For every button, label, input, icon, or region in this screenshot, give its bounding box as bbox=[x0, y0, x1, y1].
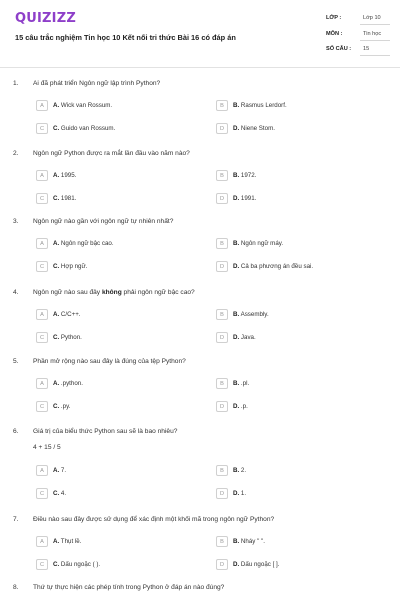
option-text: A. Thụt lề. bbox=[53, 538, 82, 545]
option-a[interactable] bbox=[36, 238, 186, 250]
option-text: B. Nháy " ". bbox=[233, 538, 265, 545]
option-letter-box[interactable]: D bbox=[216, 261, 228, 272]
option-text: B. Assembly. bbox=[233, 311, 269, 318]
option-text: D. Dấu ngoặc [ ]. bbox=[233, 561, 280, 568]
meta-label: LỚP : bbox=[326, 15, 342, 21]
meta-value: 15 bbox=[363, 46, 370, 52]
option-letter-box[interactable]: D bbox=[216, 559, 228, 570]
option-text: A. 7. bbox=[53, 467, 67, 474]
question-number: 7. bbox=[13, 516, 19, 523]
question-number: 2. bbox=[13, 150, 19, 157]
meta-underline bbox=[360, 24, 390, 25]
option-text: B. 2. bbox=[233, 467, 247, 474]
question-text: Phần mở rộng nào sau đây là đúng của tệp Python? bbox=[33, 358, 186, 365]
quizizz-logo: QUIZIZZ bbox=[15, 11, 76, 26]
option-text: D. Cả ba phương án đều sai. bbox=[233, 263, 314, 270]
option-text: A. .python. bbox=[53, 380, 83, 387]
header-divider bbox=[0, 67, 400, 68]
option-text: B. 1972. bbox=[233, 172, 257, 179]
option-text: D. 1991. bbox=[233, 195, 257, 202]
question-text: Giá trị của biểu thức Python sau sẽ là bao nhiêu? bbox=[33, 428, 178, 435]
option-letter-box[interactable]: B bbox=[216, 309, 228, 320]
question-text: Điều nào sau đây được sử dụng để xác định một khối mã trong ngôn ngữ Python? bbox=[33, 516, 275, 523]
option-d[interactable] bbox=[216, 193, 366, 205]
option-letter-box[interactable]: B bbox=[216, 238, 228, 249]
option-d[interactable] bbox=[216, 401, 366, 413]
option-b[interactable] bbox=[216, 170, 366, 182]
option-a[interactable] bbox=[36, 170, 186, 182]
question-text: Ngôn ngữ nào gần với ngôn ngữ tự nhiên nhất? bbox=[33, 218, 174, 225]
option-c[interactable] bbox=[36, 332, 186, 344]
option-letter-box[interactable]: A bbox=[36, 536, 48, 547]
option-a[interactable] bbox=[36, 309, 186, 321]
option-text: B. Ngôn ngữ máy. bbox=[233, 240, 284, 247]
option-b[interactable] bbox=[216, 536, 366, 548]
option-text: C. Python. bbox=[53, 334, 82, 341]
option-b[interactable] bbox=[216, 238, 366, 250]
question-number: 5. bbox=[13, 358, 19, 365]
option-c[interactable] bbox=[36, 401, 186, 413]
option-letter-box[interactable]: B bbox=[216, 170, 228, 181]
option-text: C. 4. bbox=[53, 490, 67, 497]
option-d[interactable] bbox=[216, 123, 366, 135]
option-text: B. .pl. bbox=[233, 380, 250, 387]
option-d[interactable] bbox=[216, 261, 366, 273]
option-letter-box[interactable]: C bbox=[36, 261, 48, 272]
option-text: C. 1981. bbox=[53, 195, 77, 202]
option-b[interactable] bbox=[216, 378, 366, 390]
option-letter-box[interactable]: C bbox=[36, 332, 48, 343]
option-d[interactable] bbox=[216, 332, 366, 344]
option-letter-box[interactable]: C bbox=[36, 401, 48, 412]
option-text: D. Niene Stom. bbox=[233, 125, 275, 132]
option-c[interactable] bbox=[36, 559, 186, 571]
option-a[interactable] bbox=[36, 378, 186, 390]
option-a[interactable] bbox=[36, 536, 186, 548]
page-title: 15 câu trắc nghiệm Tin học 10 Kết nối tri thức Bài 16 có đáp án bbox=[15, 33, 236, 42]
option-letter-box[interactable]: A bbox=[36, 309, 48, 320]
option-text: A. Ngôn ngữ bậc cao. bbox=[53, 240, 114, 247]
option-letter-box[interactable]: C bbox=[36, 193, 48, 204]
option-letter-box[interactable]: A bbox=[36, 100, 48, 111]
option-text: A. 1995. bbox=[53, 172, 77, 179]
option-letter-box[interactable]: B bbox=[216, 536, 228, 547]
option-letter-box[interactable]: B bbox=[216, 100, 228, 111]
option-c[interactable] bbox=[36, 193, 186, 205]
option-text: A. Wick van Rossum. bbox=[53, 102, 113, 109]
question-number: 8. bbox=[13, 584, 19, 591]
meta-underline bbox=[360, 40, 390, 41]
question-number: 3. bbox=[13, 218, 19, 225]
option-text: C. .py. bbox=[53, 403, 71, 410]
meta-label: MÔN : bbox=[326, 31, 343, 37]
option-c[interactable] bbox=[36, 123, 186, 135]
option-letter-box[interactable]: A bbox=[36, 238, 48, 249]
question-text: Ai đã phát triển Ngôn ngữ lập trình Python? bbox=[33, 80, 161, 87]
option-letter-box[interactable]: C bbox=[36, 488, 48, 499]
option-letter-box[interactable]: D bbox=[216, 401, 228, 412]
option-letter-box[interactable]: A bbox=[36, 170, 48, 181]
option-text: D. 1. bbox=[233, 490, 247, 497]
option-letter-box[interactable]: C bbox=[36, 123, 48, 134]
option-text: C. Hợp ngữ. bbox=[53, 263, 88, 270]
option-text: D. Java. bbox=[233, 334, 256, 341]
option-letter-box[interactable]: D bbox=[216, 488, 228, 499]
option-b[interactable] bbox=[216, 465, 366, 477]
option-text: C. Guido van Rossum. bbox=[53, 125, 116, 132]
option-b[interactable] bbox=[216, 100, 366, 112]
question-number: 1. bbox=[13, 80, 19, 87]
question-text: Ngôn ngữ nào sau đây không phải ngôn ngữ bậc cao? bbox=[33, 289, 195, 296]
option-letter-box[interactable]: D bbox=[216, 332, 228, 343]
option-c[interactable] bbox=[36, 488, 186, 500]
option-text: A. C/C++. bbox=[53, 311, 81, 318]
meta-value: Lớp 10 bbox=[363, 15, 381, 21]
question-number: 4. bbox=[13, 289, 19, 296]
option-b[interactable] bbox=[216, 309, 366, 321]
option-d[interactable] bbox=[216, 488, 366, 500]
question-number: 6. bbox=[13, 428, 19, 435]
meta-label: SỐ CÂU : bbox=[326, 46, 352, 52]
worksheet-header bbox=[0, 0, 400, 68]
question-expression: 4 + 15 / 5 bbox=[33, 444, 61, 451]
option-d[interactable] bbox=[216, 559, 366, 571]
meta-value: Tin học bbox=[363, 31, 382, 37]
question-text: Ngôn ngữ Python được ra mắt lần đầu vào năm nào? bbox=[33, 150, 190, 157]
question-text: Thứ tự thực hiện các phép tính trong Python ở đáp án nào đúng? bbox=[33, 584, 225, 591]
option-a[interactable] bbox=[36, 100, 186, 112]
option-text: C. Dấu ngoặc ( ). bbox=[53, 561, 101, 568]
option-letter-box[interactable]: A bbox=[36, 465, 48, 476]
option-letter-box[interactable]: A bbox=[36, 378, 48, 389]
option-letter-box[interactable]: B bbox=[216, 378, 228, 389]
option-letter-box[interactable]: D bbox=[216, 123, 228, 134]
meta-underline bbox=[360, 55, 390, 56]
option-c[interactable] bbox=[36, 261, 186, 273]
option-letter-box[interactable]: B bbox=[216, 465, 228, 476]
option-a[interactable] bbox=[36, 465, 186, 477]
option-letter-box[interactable]: D bbox=[216, 193, 228, 204]
option-letter-box[interactable]: C bbox=[36, 559, 48, 570]
option-text: D. .p. bbox=[233, 403, 248, 410]
option-text: B. Rasmus Lerdorf. bbox=[233, 102, 287, 109]
